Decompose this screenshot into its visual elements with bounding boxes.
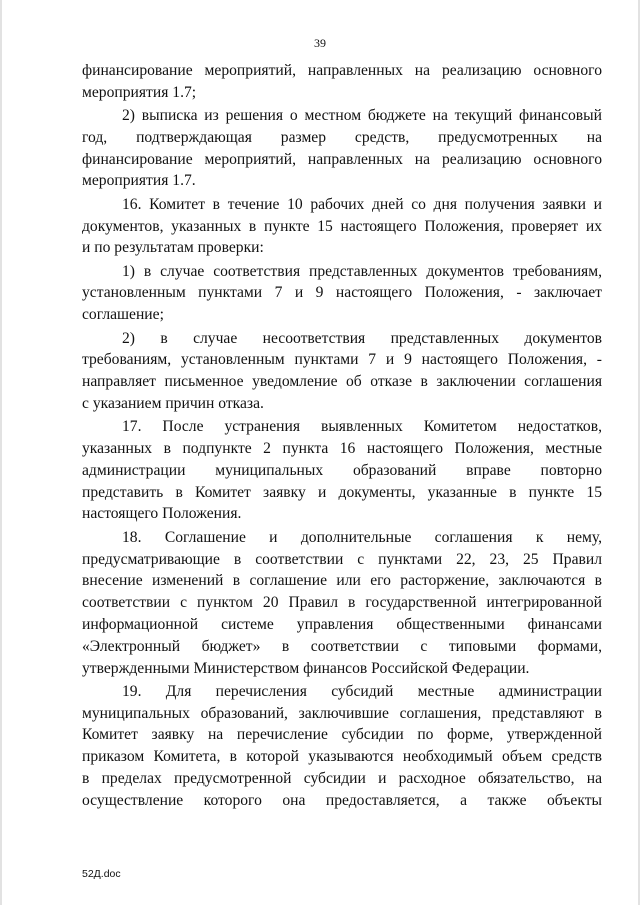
paragraph — [82, 261, 602, 326]
scan-edge-left — [0, 0, 2, 905]
text-line: муниципальных образований, заключившие соглашения, представляют в — [82, 704, 602, 722]
text-line: утвержденными Министерством финансов Российской Федерации. — [82, 659, 530, 677]
text-line: мероприятия 1.7; — [82, 83, 197, 101]
paragraph — [82, 527, 602, 680]
text-line: предусматривающие в соответствии с пунктами 22, 23, 25 Правил — [82, 550, 602, 568]
footer-filename: 52Д.doc — [82, 868, 121, 880]
text-line: в пределах предусмотренной субсидии и расходное обязательство, на — [82, 770, 602, 787]
text-line: информационной системе управления общественными финансами — [82, 615, 602, 633]
paragraph — [82, 194, 602, 259]
text-line: мероприятия 1.7. — [82, 172, 196, 190]
text-line: требованиям, установленным пунктами 7 и 9 настоящего Положения, - — [82, 351, 602, 369]
paragraph — [82, 60, 602, 104]
text-line: 1) в случае соответствия представленных документов требованиям, — [122, 262, 602, 280]
paragraph — [82, 105, 602, 192]
text-line: документов, указанных в пункте 15 настоящего Положения, проверяет их — [82, 217, 602, 235]
document-body — [82, 60, 602, 813]
paragraph — [82, 416, 602, 525]
text-line: внесение изменений в соглашение или его расторжение, заключаются в — [82, 572, 602, 590]
text-line: 2) выписка из решения о местном бюджете на текущий финансовый — [122, 107, 602, 125]
text-line: осуществление которого она предоставляется, а также объекты — [82, 791, 602, 809]
text-line: год, подтверждающая размер средств, предусмотренных на — [82, 128, 602, 146]
text-line: с указанием причин отказа. — [82, 394, 264, 412]
text-line: финансирование мероприятий, направленных на реализацию основного — [82, 150, 602, 168]
text-line: администрации муниципальных образований вправе повторно — [82, 461, 602, 479]
paragraph — [82, 328, 602, 415]
text-line: настоящего Положения. — [82, 505, 242, 523]
text-line: и по результатам проверки: — [82, 239, 264, 257]
text-line: представить в Комитет заявку и документы, указанные в пункте 15 — [82, 483, 602, 501]
text-line: 16. Комитет в течение 10 рабочих дней со дня получения заявки и — [122, 195, 602, 213]
text-line: 18. Соглашение и дополнительные соглашения к нему, — [122, 528, 602, 546]
text-line: приказом Комитета, в которой указываются необходимый объем средств — [82, 748, 602, 766]
text-line: указанных в подпункте 2 пункта 16 настоящего Положения, местные — [82, 440, 602, 458]
text-line: направляет письменное уведомление об отказе в заключении соглашения — [82, 373, 602, 391]
text-line: 19. Для перечисления субсидий местные администрации — [122, 682, 602, 700]
text-line: Комитет заявку на перечисление субсидии по форме, утвержденной — [82, 726, 602, 744]
text-line: соглашение; — [82, 306, 164, 324]
text-line: установленным пунктами 7 и 9 настоящего Положения, - заключает — [82, 284, 602, 302]
text-line: «Электронный бюджет» в соответствии с типовыми формами, — [82, 637, 602, 655]
page-number: 39 — [314, 36, 326, 50]
text-line: 2) в случае несоответствия представленных документов — [122, 329, 602, 347]
text-line: 17. После устранения выявленных Комитетом недостатков, — [122, 418, 602, 436]
text-line: финансирование мероприятий, направленных на реализацию основного — [82, 62, 602, 79]
paragraph — [82, 681, 602, 812]
text-line: соответствии с пунктом 20 Правил в государственной интегрированной — [82, 594, 602, 612]
